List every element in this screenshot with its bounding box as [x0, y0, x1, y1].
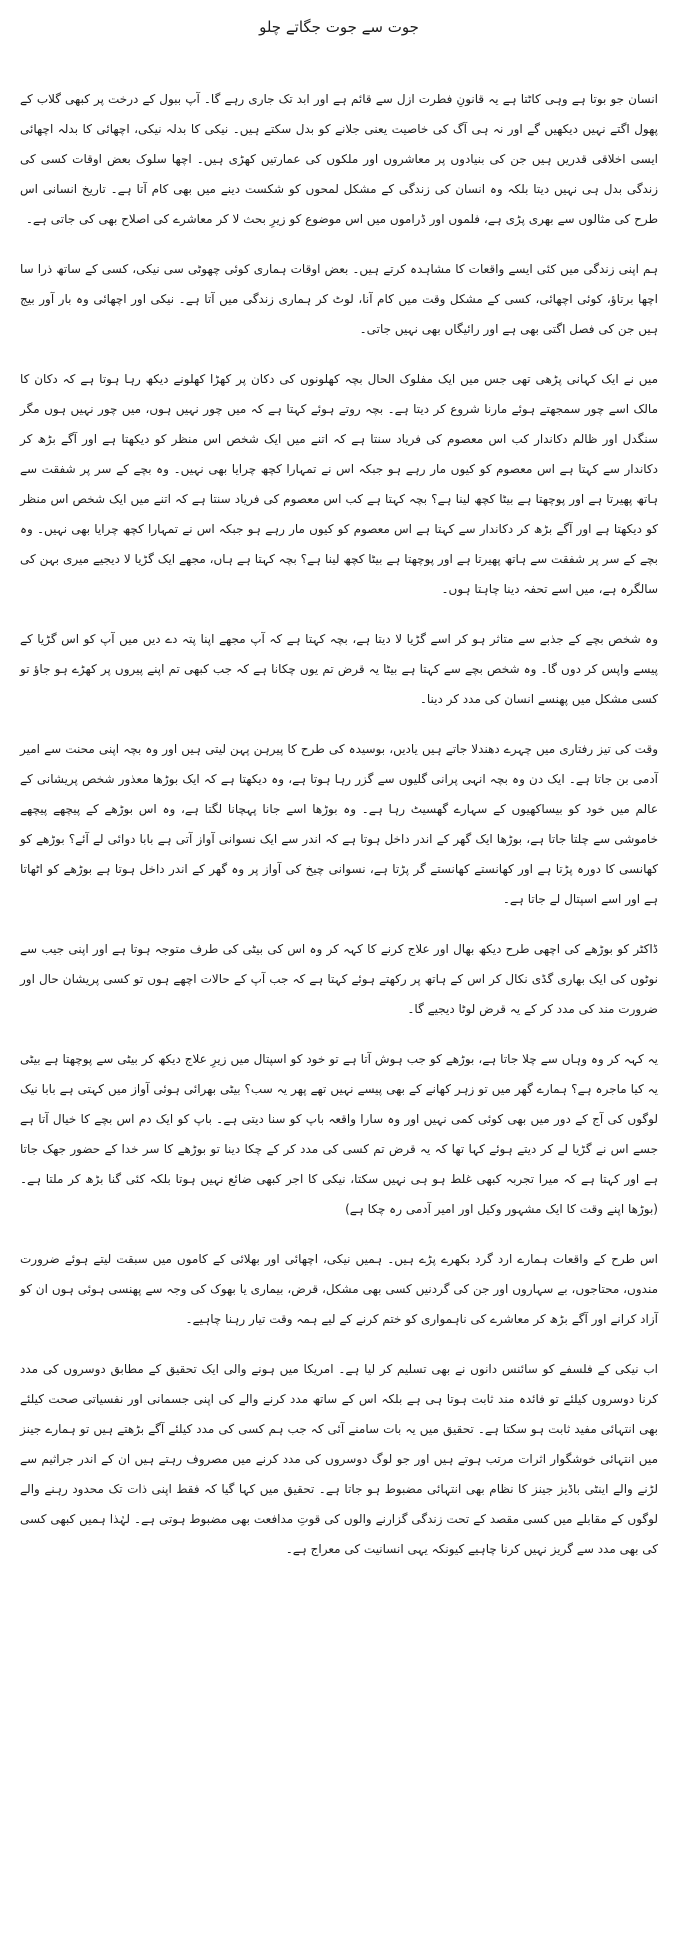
paragraph: انسان جو بوتا ہے وہی کاٹتا ہے یہ قانونِ فطرت ازل سے قائم ہے اور ابد تک جاری رہے گا۔ آپ ببول کے درخت پر کبھی گلاب کے پھول اگتے نہیں دیکھیں گے اور نہ ہی آگ کی خاصیت یعنی جلانے کو بدل سکتے ہیں۔ نیکی کا بدلہ نیکی، اچھائی کا بدلہ اچھائی ایسی اخلاقی قدریں ہیں جن کی بنیادوں پر معاشروں اور ملکوں کی عمارتیں کھڑی ہیں۔ اچھا سلوک بعض اوقات کسی کی زندگی بدل ہی نہیں دیتا بلکہ وہ انسان کی زندگی کے مشکل لمحوں کو شکست دینے میں بھی کام آتا ہے۔ تاریخ انسانی اس طرح کی مثالوں سے بھری پڑی ہے، فلموں اور ڈراموں میں اس موضوع کو زیرِ بحث لا کر معاشرے کی اصلاح بھی کی جاتی ہے۔	[20, 92, 658, 226]
paragraph: ڈاکٹر کو بوڑھے کی اچھی طرح دیکھ بھال اور علاج کرنے کا کہہ کر وہ اس کی بیٹی کی طرف متوجہ ہوتا ہے اور اپنی جیب سے نوٹوں کی ایک بھاری گڈی نکال کر اس کے ہاتھ پر رکھتے ہوئے کہتا ہے کہ جب آپ کے حالات اچھے ہوں تو کسی پریشان حال اور ضرورت مند کی مدد کر کے یہ قرض لوٹا دیجیے گا۔	[20, 942, 658, 1016]
paragraph: اب نیکی کے فلسفے کو سائنس دانوں نے بھی تسلیم کر لیا ہے۔ امریکا میں ہونے والی ایک تحقیق کے مطابق دوسروں کی مدد کرنا دوسروں کیلئے تو فائدہ مند ثابت ہوتا ہی ہے بلکہ اس کے ساتھ مدد کرنے والے کی اپنی جسمانی اور نفسیاتی صحت کیلئے بھی انتہائی مفید ثابت ہو سکتا ہے۔ تحقیق میں یہ بات سامنے آئی کہ جب ہم کسی کی مدد کیلئے آگے بڑھتے ہیں تو ہمارے جینز میں انتہائی خوشگوار اثرات مرتب ہوتے ہیں اور جو لوگ دوسروں کی مدد کرنے میں مصروف رہتے ہیں ان کے اندر جراثیم سے لڑنے والے اینٹی باڈیز جینز کا نظام بھی انتہائی مضبوط ہو جاتا ہے۔ تحقیق میں کہا گیا کہ فقط اپنی ذات تک محدود رہنے والے لوگوں کے مقابلے میں کسی مقصد کے تحت زندگی گزارنے والوں کی قوتِ مدافعت بھی مضبوط ہوتی ہے۔ لہٰذا ہمیں کبھی کسی کی بھی مدد سے گریز نہیں کرنا چاہیے کیونکہ یہی انسانیت کی معراج ہے۔	[20, 1362, 658, 1556]
paragraph: اس طرح کے واقعات ہمارے ارد گرد بکھرے پڑے ہیں۔ ہمیں نیکی، اچھائی اور بھلائی کے کاموں میں سبقت لیتے ہوئے ضرورت مندوں، محتاجوں، بے سہاروں اور جن کی گردنیں کسی بھی مشکل، قرض، بیماری یا بھوک کی وجہ سے پھنسی ہوئی ہوں ان کو آزاد کرانے اور آگے بڑھ کر معاشرے کی ناہمواری کو ختم کرنے کے لیے ہمہ وقت تیار رہنا چاہیے۔	[20, 1252, 658, 1326]
paragraph: وقت کی تیز رفتاری میں چہرے دھندلا جاتے ہیں یادیں، بوسیدہ کی طرح کا پیرہن پہن لیتی ہیں اور وہ بچہ اپنی محنت سے امیر آدمی بن جاتا ہے۔ ایک دن وہ بچہ انہی پرانی گلیوں سے گزر رہا ہوتا ہے، وہ دیکھتا ہے کہ ایک بوڑھا معذور شخص پریشانی کے عالم میں خود کو بیساکھیوں کے سہارے گھسیٹ رہا ہے۔ وہ بوڑھا اسے جانا پہچانا لگتا ہے، وہ اس بوڑھے کے پیچھے پیچھے خاموشی سے چلتا جاتا ہے، بوڑھا ایک گھر کے اندر داخل ہوتا ہے کہ اندر سے ایک نسوانی آواز آتی ہے بابا دوائی لے آئے؟ بوڑھے کو کھانسی کا دورہ پڑتا ہے اور کھانستے کھانستے گر پڑتا ہے، نسوانی چیخ کی آواز پر وہ گھر کے اندر داخل ہوتا ہے بوڑھے کو اٹھاتا ہے اور اسے اسپتال لے جاتا ہے۔	[20, 742, 658, 906]
article-body	[20, 84, 658, 1564]
paragraph: وہ شخص بچے کے جذبے سے متاثر ہو کر اسے گڑیا لا دیتا ہے، بچہ کہتا ہے کہ آپ مجھے اپنا پتہ دے دیں میں آپ کو اس گڑیا کے پیسے واپس کر دوں گا۔ وہ شخص بچے سے کہتا ہے بیٹا یہ قرض تم یوں چکانا ہے کہ جب کبھی تم اپنے پیروں پر کھڑے ہو جاؤ تو کسی مشکل میں پھنسے انسان کی مدد کر دینا۔	[20, 632, 658, 706]
paragraph: میں نے ایک کہانی پڑھی تھی جس میں ایک مفلوک الحال بچہ کھلونوں کی دکان پر کھڑا کھلونے دیکھ رہا ہوتا ہے کہ دکان کا مالک اسے چور سمجھتے ہوئے مارنا شروع کر دیتا ہے۔ بچہ روتے ہوئے کہتا ہے کہ میں چور نہیں ہوں، میں چور نہیں ہوں مگر سنگدل اور ظالم دکاندار کب اس معصوم کی فریاد سنتا ہے کہ اتنے میں ایک شخص اس منظر کو دیکھتا ہے اور آگے بڑھ کر دکاندار سے کہتا ہے اس معصوم کو کیوں مار رہے ہو جبکہ اس نے تمہارا کچھ چرایا بھی نہیں۔ وہ بچے کے سر پر شفقت سے ہاتھ پھیرتا ہے اور پوچھتا ہے بیٹا کچھ لینا ہے؟ بچہ کہتا ہے کب اس معصوم کی فریاد سنتا ہے کہ اتنے میں ایک شخص اس منظر کو دیکھتا ہے اور آگے بڑھ کر دکاندار سے کہتا ہے اس معصوم کو کیوں مار رہے ہو جبکہ اس نے تمہارا کچھ چرایا بھی نہیں۔ وہ بچے کے سر پر شفقت سے ہاتھ پھیرتا ہے اور پوچھتا ہے بیٹا کچھ لینا ہے؟ بچہ کہتا ہے ہاں، مجھے ایک گڑیا لا دیجیے میری بہن کی سالگرہ ہے، میں اسے تحفہ دینا چاہتا ہوں۔	[20, 372, 658, 596]
paragraph: ہم اپنی زندگی میں کئی ایسے واقعات کا مشاہدہ کرتے ہیں۔ بعض اوقات ہماری کوئی چھوٹی سی نیکی، کسی کے ساتھ ذرا سا اچھا برتاؤ، کوئی اچھائی، کسی کے مشکل وقت میں کام آنا، لوٹ کر ہماری زندگی میں آتا ہے۔ نیکی اور اچھائی وہ بار آور بیج ہیں جن کی فصل اگتی بھی ہے اور رائیگاں بھی نہیں جاتی۔	[20, 262, 658, 336]
paragraph: یہ کہہ کر وہ وہاں سے چلا جاتا ہے، بوڑھے کو جب ہوش آتا ہے تو خود کو اسپتال میں زیرِ علاج دیکھ کر بیٹی سے پوچھتا ہے بیٹی یہ کیا ماجرہ ہے؟ ہمارے گھر میں تو زہر کھانے کے بھی پیسے نہیں تھے پھر یہ سب؟ بیٹی بھرائی ہوئی آواز میں کہتی ہے بابا نیک لوگوں کی آج کے دور میں بھی کوئی کمی نہیں اور وہ سارا واقعہ باپ کو سنا دیتی ہے۔ باپ کو ایک دم اس بچے کا خیال آتا ہے جسے اس نے گڑیا لے کر دیتے ہوئے کہا تھا کہ یہ قرض تم کسی کی مدد کر کے چکا دینا تو بوڑھے کا سر خدا کے حضور جھک جاتا ہے اور کہتا ہے کہ میرا تجربہ کبھی غلط ہو ہی نہیں سکتا، نیکی کا اجر کبھی ضائع نہیں ہوتا بلکہ کئی گنا بڑھ کر ملتا ہے۔ (بوڑھا اپنے وقت کا ایک مشہور وکیل اور امیر آدمی رہ چکا ہے)	[20, 1052, 658, 1216]
article-title: جوت سے جوت جگاتے چلو	[259, 18, 419, 36]
